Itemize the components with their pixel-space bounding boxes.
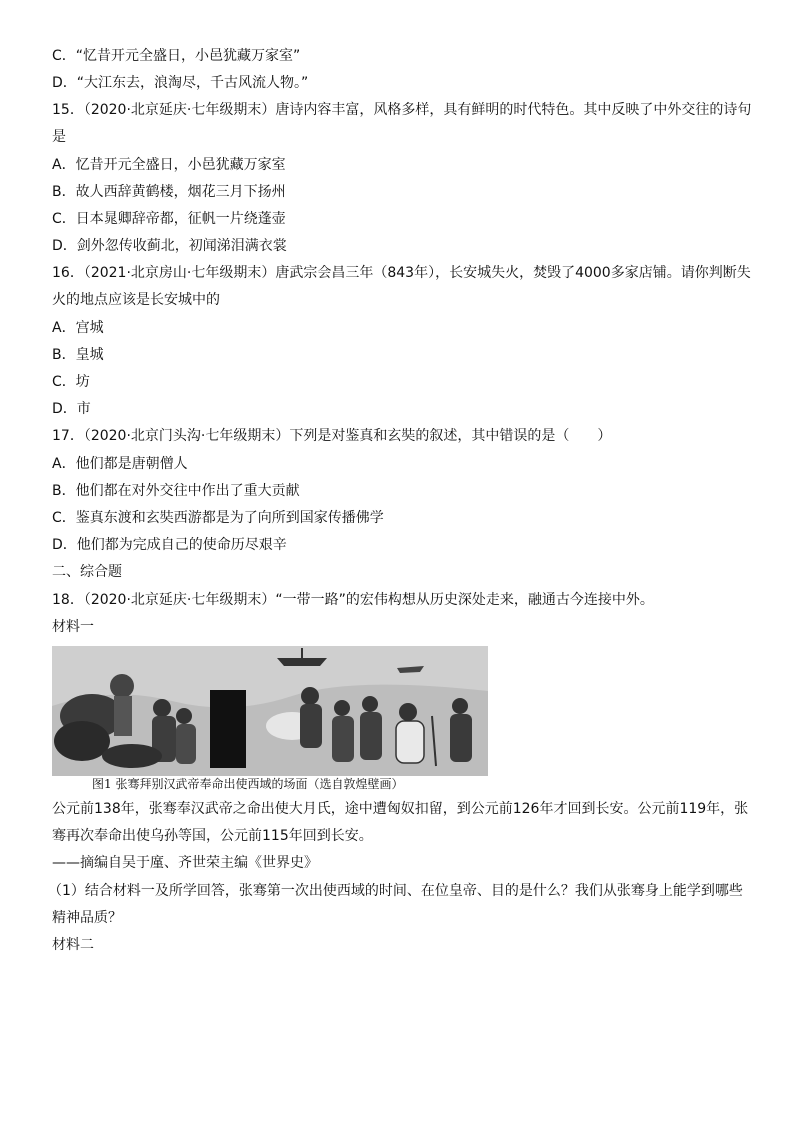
q15-option-b: B．故人西辞黄鹤楼，烟花三月下扬州 [52, 184, 286, 200]
material-source: ——摘编自吴于廑、齐世荣主编《世界史》 [52, 855, 318, 871]
q17-option-d: D．他们都为完成自己的使命历尽艰辛 [52, 537, 287, 553]
question-18-stem: 18．（2020·北京延庆·七年级期末）“一带一路”的宏伟构想从历史深处走来，融通古今连接中外。 [52, 592, 654, 608]
q15-option-a: A．忆昔开元全盛日，小邑犹藏万家室 [52, 157, 286, 173]
q16-option-c: C．坊 [52, 374, 90, 390]
sub-question-1-cont: 精神品质？ [52, 910, 122, 926]
q16-option-b: B．皇城 [52, 347, 104, 363]
question-15-stem-cont: 是 [52, 129, 66, 145]
section-heading: 二、综合题 [52, 564, 122, 580]
mural-illustration [52, 646, 488, 776]
figure-caption: 图1 张骞拜别汉武帝奉命出使西域的场面（选自敦煌壁画） [92, 777, 404, 791]
question-15-stem: 15．（2020·北京延庆·七年级期末）唐诗内容丰富，风格多样，具有鲜明的时代特色。其中反映了中外交往的诗句 [52, 102, 752, 118]
mural-drawing [52, 646, 488, 776]
option-d-prev: D．“大江东去，浪淘尽，千古风流人物。” [52, 75, 309, 91]
q15-option-c: C．日本晁卿辞帝都，征帆一片绕蓬壶 [52, 211, 286, 227]
q17-option-b: B．他们都在对外交往中作出了重大贡献 [52, 483, 300, 499]
q16-option-a: A．宫城 [52, 320, 104, 336]
q17-option-c: C．鉴真东渡和玄奘西游都是为了向所到国家传播佛学 [52, 510, 384, 526]
question-16-stem: 16．（2021·北京房山·七年级期末）唐武宗会昌三年（843年），长安城失火，焚毁了4000多家店铺。请你判断失 [52, 265, 751, 281]
q17-option-a: A．他们都是唐朝僧人 [52, 456, 188, 472]
q16-option-d: D．市 [52, 401, 91, 417]
option-c-prev: C．“忆昔开元全盛日，小邑犹藏万家室” [52, 48, 301, 64]
material-paragraph-1: 公元前138年，张骞奉汉武帝之命出使大月氏，途中遭匈奴扣留，到公元前126年才回到长安。公元前119年，张 [52, 801, 749, 817]
material-two-label: 材料二 [52, 937, 94, 953]
material-paragraph-2: 骞再次奉命出使乌孙等国，公元前115年回到长安。 [52, 828, 373, 844]
question-17-stem: 17．（2020·北京门头沟·七年级期末）下列是对鉴真和玄奘的叙述，其中错误的是（ ） [52, 428, 612, 444]
sub-question-1: （1）结合材料一及所学回答，张骞第一次出使西域的时间、在位皇帝、目的是什么？我们从张骞身上能学到哪些 [48, 883, 743, 899]
question-16-stem-cont: 火的地点应该是长安城中的 [52, 292, 220, 308]
q15-option-d: D．剑外忽传收蓟北，初闻涕泪满衣裳 [52, 238, 287, 254]
material-one-label: 材料一 [52, 619, 94, 635]
